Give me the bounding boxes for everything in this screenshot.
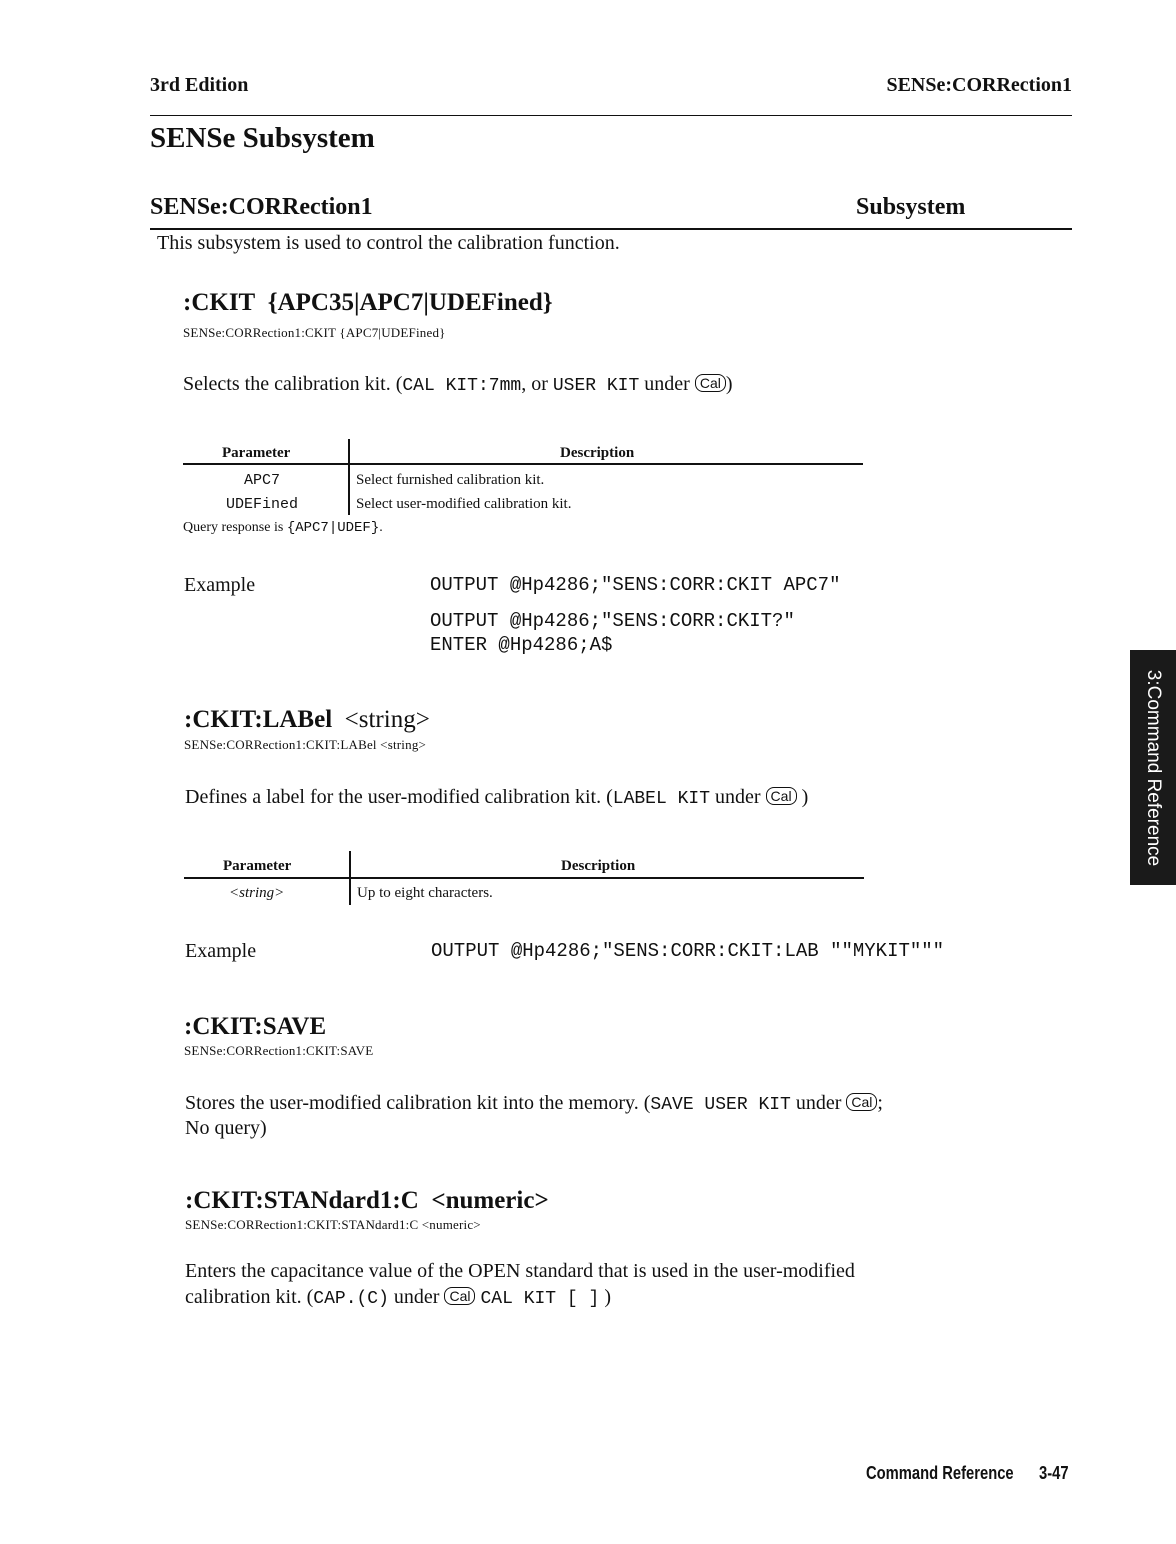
label-desc-pre: Defines a label for the user-modified calibration kit. ( xyxy=(185,786,613,808)
ckit-query-value: {APC7|UDEF} xyxy=(286,520,380,536)
cal-key-icon: Cal xyxy=(444,1287,475,1305)
label-table-rule xyxy=(184,877,864,879)
ckit-query-response xyxy=(183,520,383,536)
cal-key-icon: Cal xyxy=(695,374,726,392)
label-example-label: Example xyxy=(185,940,257,962)
save-description-line-2: No query) xyxy=(185,1117,267,1139)
stan-desc-under: under xyxy=(393,1286,440,1308)
ckit-query-post: . xyxy=(379,520,383,535)
ckit-desc-menu2: USER KIT xyxy=(552,376,640,396)
stan-syntax: SENSe:CORRection1:CKIT:STANdard1:C <numeric> xyxy=(185,1217,481,1232)
subsystem-name: SENSe:CORRection1 xyxy=(150,194,373,220)
subsystem-rule xyxy=(150,228,1072,230)
label-title-cmd: :CKIT:LABel xyxy=(184,706,333,733)
ckit-table-head-desc: Description xyxy=(560,445,635,461)
ckit-description xyxy=(183,373,733,396)
ckit-example-line-3: ENTER @Hp4286;A$ xyxy=(430,634,613,656)
save-desc-post: ; xyxy=(877,1092,883,1114)
stan-desc-post: ) xyxy=(604,1286,611,1308)
header-edition: 3rd Edition xyxy=(150,74,249,96)
save-desc-pre: Stores the user-modified calibration kit into the memory. ( xyxy=(185,1092,651,1114)
save-desc-menu1: SAVE USER KIT xyxy=(650,1095,791,1115)
label-table-divider xyxy=(349,851,351,905)
label-title-args: <string> xyxy=(344,706,430,733)
stan-desc-menu1: CAP.(C) xyxy=(313,1289,389,1309)
ckit-example-label: Example xyxy=(184,574,256,596)
save-desc-under: under xyxy=(795,1092,842,1114)
ckit-desc-pre: Selects the calibration kit. ( xyxy=(183,373,403,395)
ckit-table-desc-1: Select furnished calibration kit. xyxy=(356,472,545,488)
side-tab xyxy=(1130,650,1176,885)
ckit-table-head-param: Parameter xyxy=(222,445,291,461)
ckit-title-cmd: :CKIT xyxy=(183,289,256,316)
ckit-table-rule xyxy=(183,463,863,465)
ckit-table-divider xyxy=(348,439,350,515)
label-example-line-1: OUTPUT @Hp4286;"SENS:CORR:CKIT:LAB ""MYKIT""" xyxy=(431,940,945,962)
label-desc-menu1: LABEL KIT xyxy=(612,789,710,809)
header-rule xyxy=(150,115,1072,116)
label-table-head-param: Parameter xyxy=(223,858,292,874)
subsystem-intro: This subsystem is used to control the calibration function. xyxy=(157,232,620,254)
ckit-table-desc-2: Select user-modified calibration kit. xyxy=(356,496,572,512)
ckit-desc-post: ) xyxy=(725,373,733,395)
ckit-table-param-1: APC7 xyxy=(244,472,281,489)
stan-description-line-1: Enters the capacitance value of the OPEN standard that is used in the user-modified xyxy=(185,1260,855,1282)
subsystem-label: Subsystem xyxy=(856,194,966,220)
label-desc-under: under xyxy=(715,786,761,808)
ckit-desc-under: under xyxy=(644,373,690,395)
ckit-title-args: {APC35|APC7|UDEFined} xyxy=(267,289,553,316)
save-description-line-1 xyxy=(185,1092,883,1115)
label-title xyxy=(184,706,430,734)
ckit-syntax: SENSe:CORRection1:CKIT {APC7|UDEFined} xyxy=(183,325,446,340)
page-title: SENSe Subsystem xyxy=(150,122,375,154)
save-title: :CKIT:SAVE xyxy=(184,1013,327,1040)
stan-desc-menu2: CAL KIT [ ] xyxy=(480,1289,600,1309)
label-table-param-1: <string> xyxy=(229,885,285,901)
save-syntax: SENSe:CORRection1:CKIT:SAVE xyxy=(184,1043,374,1058)
stan-description-line-2 xyxy=(185,1286,611,1309)
ckit-desc-mid: , or xyxy=(521,373,553,395)
ckit-table-param-2: UDEFined xyxy=(226,496,299,513)
cal-key-icon: Cal xyxy=(846,1093,877,1111)
ckit-query-pre: Query response is xyxy=(183,520,287,535)
ckit-example-line-1: OUTPUT @Hp4286;"SENS:CORR:CKIT APC7" xyxy=(430,574,841,596)
side-tab-label: 3:Command Reference xyxy=(1143,669,1164,866)
label-table-desc-1: Up to eight characters. xyxy=(357,885,493,901)
label-description xyxy=(185,786,808,809)
footer-section: Command Reference xyxy=(866,1463,1014,1483)
label-desc-post: ) xyxy=(801,786,809,808)
page-number: 3-47 xyxy=(1039,1463,1069,1483)
label-syntax: SENSe:CORRection1:CKIT:LABel <string> xyxy=(184,737,427,752)
ckit-title xyxy=(183,289,553,317)
cal-key-icon: Cal xyxy=(766,787,797,805)
stan-title xyxy=(185,1187,549,1215)
stan-title-cmd: :CKIT:STANdard1:C xyxy=(185,1187,419,1214)
ckit-example-line-2: OUTPUT @Hp4286;"SENS:CORR:CKIT?" xyxy=(430,610,795,632)
ckit-desc-menu1: CAL KIT:7mm xyxy=(402,376,522,396)
stan-title-args: <numeric> xyxy=(431,1187,549,1214)
stan-desc-pre: calibration kit. ( xyxy=(185,1286,314,1308)
header-section: SENSe:CORRection1 xyxy=(886,74,1072,96)
label-table-head-desc: Description xyxy=(561,858,636,874)
